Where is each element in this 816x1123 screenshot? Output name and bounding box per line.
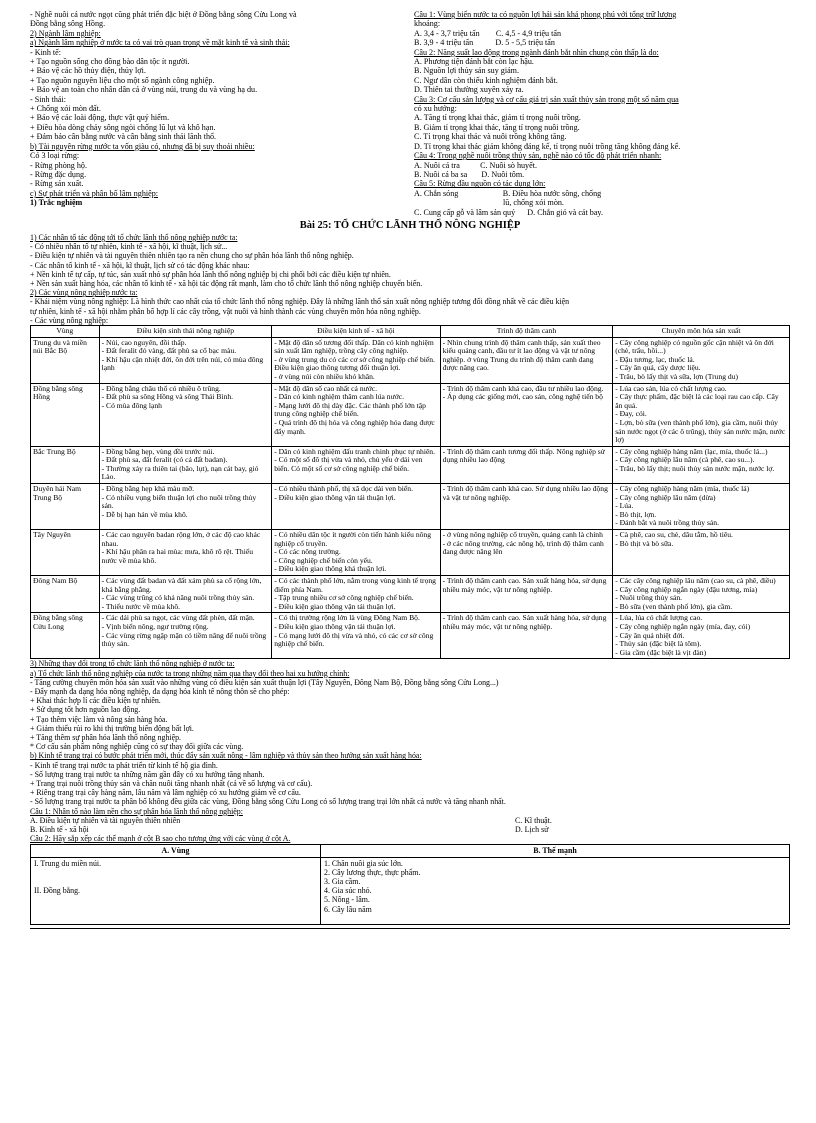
text-line: lũ, chống xói mòn. [414, 198, 564, 208]
text-line: tự nhiên, kinh tế - xã hội nhằm phân bố hợp lí các cây trồng, vật nuôi và hình thành các vùng chuyên môn hóa nông nghiệp. [30, 306, 421, 316]
text-line: - Có nhiều nhân tố tự nhiên, kinh tế - xã hội, kĩ thuật, lịch sử... [30, 242, 228, 252]
text-line: c) Sự phát triển và phân bố lâm nghiệp: [30, 188, 159, 198]
changes-section [30, 659, 790, 806]
text-line: + Bảo vệ an toàn cho nhân dân cả ở vùng núi, trung du và vùng hạ du. [30, 85, 258, 95]
text-line: B. Nguồn lợi thủy sản suy giảm. [414, 66, 520, 76]
text-line: - Sinh thái: [30, 94, 66, 104]
text-line: a) Ngành lâm nghiệp ở nước ta có vai trò quan trọng về mặt kinh tế và sinh thái: [30, 38, 290, 48]
text-line: - Rừng sản xuất. [30, 179, 84, 189]
answer-option: D. Lịch sử [515, 825, 549, 834]
text-line: Câu 4: Trong nghề nuôi trồng thủy sản, nghề nào có tốc độ phát triển nhanh: [414, 151, 662, 161]
text-line: A. Nuôi cá tra C. Nuôi sò huyết. [414, 160, 537, 170]
text-line: - Nghề nuôi cá nước ngọt cũng phát triển đặc biệt ở Đồng bằng sông Cửu Long và [30, 10, 297, 19]
region-detail-cell: - Có nhiều thành phố, thị xã dọc dải ven biển. - Điều kiện giao thông vận tải thuận lợi. [272, 484, 440, 530]
region-detail-cell: - Các vùng đất badan và đất xám phù sa cổ rộng lớn, khá bằng phẳng. - Các vùng trũng có khả năng nuôi trồng thủy sản. - Thiếu nước về mùa khô. [99, 576, 272, 613]
top-columns [30, 10, 790, 217]
region-table [30, 325, 790, 659]
region-detail-cell: - Các dải phù sa ngọt, các vùng đất phèn, đất mặn. - Vịnh biển nông, ngư trường rộng. - Các vùng rừng ngập mặn có tiềm năng để nuôi trồng thủy sản. [99, 613, 272, 659]
strength-item: 2. Cây lương thực, thực phẩm. [324, 867, 421, 877]
region-name-cell: Đồng bằng sông Hồng [31, 383, 100, 446]
region-item: II. Đồng bằng. [34, 885, 81, 895]
region-row [31, 337, 790, 383]
text-line: C. Ngư dân còn thiếu kinh nghiệm đánh bắt. [414, 75, 558, 85]
text-line: - Đẩy mạnh đa dạng hóa nông nghiệp, đa dạng hóa kinh tế nông thôn sẽ cho phép: [30, 686, 290, 696]
question-2-label: Câu 2: Hãy sắp xếp các thế mạnh ở cột B sao cho tương ứng với các vùng ở cột A. [30, 834, 291, 844]
text-line: - Các vùng nông nghiệp: [30, 315, 109, 325]
text-line: + Riêng trang trại cây hàng năm, lâu năm và lâm nghiệp có xu hướng giảm về cơ cấu. [30, 788, 301, 798]
text-line: Câu 5: Rừng đầu nguồn có tác dụng lớn: [414, 179, 546, 189]
text-line: B. Nuôi cá ba sa D. Nuôi tôm. [414, 169, 525, 179]
text-line: - Số lượng trang trại nước ta phân bố không đều giữa các vùng, Đồng bằng sông Cửu Long có số lượng trang trại lớn nhất cả nước và tăng nhanh nhất. [30, 797, 506, 807]
region-detail-cell: - Núi, cao nguyên, đồi thấp. - Đất feralit đỏ vàng, đất phù sa cổ bạc màu. - Khí hậu cận nhiệt đới, ôn đới trên núi, có mùa đông lạnh [99, 337, 272, 383]
region-detail-cell: - Có nhiều dân tộc ít người còn tiến hành kiểu nông nghiệp cổ truyền. - Có các nông trường. - Công nghiệp chế biến còn yếu. - Điều kiện giao thông khá thuận lợi. [272, 530, 440, 576]
region-detail-cell: - Đồng bằng châu thổ có nhiều ô trũng. - Đất phù sa sông Hồng và sông Thái Bình. - Có mùa đông lạnh [99, 383, 272, 446]
region-detail-cell: - Trình độ thâm canh khá cao. Sử dụng nhiều lao động và vật tư nông nghiệp. [440, 484, 613, 530]
region-detail-cell: - Các cây công nghiệp lâu năm (cao su, cà phê, điều) - Cây công nghiệp ngắn ngày (đậu tương, mía) - Nuôi trồng thủy sản. - Bò sữa (ven thành phố lớn), gia cầm. [613, 576, 790, 613]
text-line: b) Tài nguyên rừng nước ta vốn giàu có, nhưng đã bị suy thoái nhiều: [30, 141, 255, 151]
header-cell: Điều kiện sinh thái nông nghiệp [99, 325, 272, 337]
text-line: D. Thiên tai thường xuyên xảy ra. [414, 85, 524, 95]
strength-item: 4. Gia súc nhỏ. [324, 886, 372, 896]
region-detail-cell: - Dân có kinh nghiệm đấu tranh chinh phục tự nhiên. - Có một số đô thị vừa và nhỏ, chủ yếu ở dải ven biển. Có một số cơ sở công nghiệp chế biến. [272, 446, 440, 483]
question-1-options-row [30, 816, 790, 825]
text-line: - Điều kiện tự nhiên và tài nguyên thiên nhiên tạo ra nền chung cho sự phân hóa lãnh thổ nông nghiệp. [30, 251, 354, 261]
text-line: 1) Trắc nghiệm [30, 198, 83, 208]
region-detail-cell: - Trình độ thâm canh cao. Sản xuất hàng hóa, sử dụng nhiều máy móc, vật tư nông nghiệp. [440, 576, 613, 613]
region-detail-cell: - Trình độ thâm canh tương đối thấp. Nông nghiệp sử dụng nhiều lao động [440, 446, 613, 483]
strength-item: 1. Chăn nuôi gia súc lớn. [324, 858, 403, 868]
text-line: - Kinh tế trang trại nước ta phát triển từ kinh tế hộ gia đình. [30, 760, 218, 770]
text-line: * Cơ cấu sản phẩm nông nghiệp cũng có sự thay đổi giữa các vùng. [30, 742, 244, 752]
text-line: - Rừng phòng hộ. [30, 160, 87, 170]
text-line: + Tăng thêm sự phân hóa lãnh thổ nông nghiệp. [30, 732, 182, 742]
text-line: + Chống xói mòn đất. [30, 104, 101, 114]
text-line: - Khái niệm vùng nông nghiệp: Là hình thức cao nhất của tổ chức lãnh thổ nông nghiệp. Đây là những lãnh thổ sản xuất nông nghiệp tương đối đồng nhất về các điều kiện [30, 297, 570, 307]
bottom-rule [30, 928, 790, 929]
text-line: + Nền sản xuất hàng hóa, các nhân tố kinh tế - xã hội tác động rất mạnh, làm cho tổ chức lãnh thổ nông nghiệp chuyển biến. [30, 278, 423, 288]
strength-item: 5. Nông - lâm. [324, 895, 370, 905]
text-line: + Nền kinh tế tự cấp, tự túc, sản xuất nhỏ sự phân hóa lãnh thổ nông nghiệp bị chi phối bởi các điều kiện tự nhiên. [30, 269, 391, 279]
region-detail-cell: - Lúa, lúa có chất lượng cao. - Cây công nghiệp ngắn ngày (mía, đay, cói) - Cây ăn quả nhiệt đới. - Thủy sản (đặc biệt là tôm). - Gia cầm (đặc biệt là vịt đàn) [613, 613, 790, 659]
text-line: 2) Các vùng nông nghiệp nước ta: [30, 288, 138, 298]
text-line: a) Tổ chức lãnh thổ nông nghiệp của nước ta trong những năm qua thay đổi theo hai xu hướng chính: [30, 668, 350, 678]
region-row [31, 383, 790, 446]
text-line: Câu 2: Năng suất lao động trong ngành đánh bắt nhìn chung còn thấp là do: [414, 47, 659, 57]
text-line: - Các nhân tố kinh tế - xã hội, kĩ thuật, lịch sử có tác động khác nhau: [30, 260, 250, 270]
region-row [31, 484, 790, 530]
region-row [31, 446, 790, 483]
matching-column-a [31, 857, 321, 924]
region-detail-cell: - Cây công nghiệp hàng năm (lạc, mía, thuốc lá...) - Cây công nghiệp lâu năm (cà phê, cao su...). - Trâu, bò lấy thịt; nuôi thủy sản nước mặn, nước lợ. [613, 446, 790, 483]
text-line: có xu hướng: [414, 104, 457, 114]
region-detail-cell: - Trình độ thâm canh cao. Sản xuất hàng hóa, sử dụng nhiều máy móc, vật tư nông nghiệp. [440, 613, 613, 659]
matching-header-b: B. Thế mạnh [321, 845, 790, 857]
text-line: + Bảo vệ các loài động, thực vật quý hiếm. [30, 113, 170, 123]
region-detail-cell: - ở vùng nông nghiệp cổ truyền, quảng canh là chính - ở các nông trường, các nông hộ, trình độ thâm canh đang được nâng lên [440, 530, 613, 576]
header-cell: Chuyên môn hóa sản xuất [613, 325, 790, 337]
text-line: D. Tỉ trọng khai thác giảm không đáng kể, tỉ trọng nuôi trồng tăng không đáng kể. [414, 141, 681, 151]
text-line: - Rừng đặc dụng. [30, 169, 87, 179]
region-name-cell: Đồng bằng sông Cửu Long [31, 613, 100, 659]
text-line: + Tạo thêm việc làm và nông sản hàng hóa. [30, 714, 168, 724]
question-1-options-row [30, 825, 790, 834]
text-line: + Đảm bảo cân bằng nước và cân bằng sinh thái lãnh thổ. [30, 132, 217, 142]
region-name-cell: Duyên hải Nam Trung Bộ [31, 484, 100, 530]
question-1-label: Câu 1: Nhân tố nào làm nền cho sự phân hóa lãnh thổ nông nghiệp: [30, 806, 243, 816]
region-detail-cell: - Nhìn chung trình độ thâm canh thấp, sản xuất theo kiểu quảng canh, đầu tư ít lao động và vật tư nông nghiệp. ở vùng Trung du trình độ thâm canh đang được nâng cao. [440, 337, 613, 383]
region-name-cell: Bắc Trung Bộ [31, 446, 100, 483]
region-detail-cell: - Các cao nguyên badan rộng lớn, ở các độ cao khác nhau. - Khí hậu phân ra hai mùa: mưa, khô rõ rệt. Thiếu nước về mùa khô. [99, 530, 272, 576]
region-row [31, 530, 790, 576]
region-item: I. Trung du miền núi. [34, 858, 102, 868]
text-line: + Sử dụng tốt hơn nguồn lao động. [30, 705, 141, 715]
text-line: + Tạo nguồn sống cho đồng bào dân tộc ít người. [30, 57, 190, 67]
text-line: A. Phương tiện đánh bắt còn lạc hậu. [414, 57, 534, 67]
region-name-cell: Trung du và miền núi Bắc Bộ [31, 337, 100, 383]
text-line: + Trang trại nuôi trồng thủy sản và chăn nuôi tăng nhanh nhất (cả về số lượng và cơ cấu). [30, 778, 313, 788]
text-line: Câu 1: Vùng biển nước ta có nguồn lợi hải sản khá phong phú với tổng trữ lượng [414, 10, 677, 19]
region-name-cell: Đông Nam Bộ [31, 576, 100, 613]
document-page [30, 10, 790, 929]
text-line: khoảng: [414, 19, 441, 29]
matching-header-a: A. Vùng [31, 845, 321, 857]
text-line: + Tạo nguồn nguyên liệu cho một số ngành công nghiệp. [30, 75, 215, 85]
text-line: - Số lượng trang trại nước ta những năm gần đây có xu hướng tăng nhanh. [30, 769, 265, 779]
text-line: 3) Những thay đổi trong tổ chức lãnh thổ nông nghiệp ở nước ta: [30, 659, 235, 669]
right-column [414, 10, 790, 217]
left-column [30, 10, 406, 217]
region-detail-cell: - Trình độ thâm canh khá cao, đầu tư nhiều lao động. - Áp dụng các giống mới, cao sản, công nghệ tiến bộ [440, 383, 613, 446]
text-line: + Điều hòa dòng chảy sông ngòi chống lũ lụt và khô hạn. [30, 122, 216, 132]
text-line: A. 3,4 - 3,7 triệu tấn C. 4,5 - 4,9 triệu tấn [414, 28, 562, 38]
answer-option: B. Kinh tế - xã hội [30, 825, 89, 834]
intro-section [30, 233, 790, 325]
text-line: + Giảm thiểu rủi ro khi thị trường biến động bất lợi. [30, 723, 194, 733]
region-detail-cell: - Cây công nghiệp có nguồn gốc cận nhiệt và ôn đới (chè, trẩu, hồi...) - Đậu tương, lạc, thuốc lá. - Cây ăn quả, cây dược liệu. - Trâu, bò lấy thịt và sữa, lợn (Trung du) [613, 337, 790, 383]
region-detail-cell: - Có thị trường rộng lớn là vùng Đông Nam Bộ. - Điều kiện giao thông vận tải thuận lợi. - Có mạng lưới đô thị vừa và nhỏ, có các cơ sở công nghiệp chế biến. [272, 613, 440, 659]
answer-option: A. Điều kiện tự nhiên và tài nguyên thiên nhiên [30, 815, 181, 825]
text-line: + Bảo vệ các hồ thủy điện, thủy lợi. [30, 66, 146, 76]
region-detail-cell: - Cây công nghiệp hàng năm (mía, thuốc lá) - Cây công nghiệp lâu năm (dừa) - Lúa. - Bò thịt, lợn. - Đánh bắt và nuôi trồng thủy sản. [613, 484, 790, 530]
region-detail-cell: - Mật độ dân số tương đối thấp. Dân có kinh nghiệm sản xuất lâm nghiệp, trồng cây công nghiệp. - ở vùng trung du có các cơ sở công nghiệp chế biến. Điều kiện giao thông tương đối thuận lợi. - ở vùng núi còn nhiều khó khăn. [272, 337, 440, 383]
text-line: - Kinh tế: [30, 47, 62, 57]
region-name-cell: Tây Nguyên [31, 530, 100, 576]
strength-item: 3. Gia cầm. [324, 877, 361, 887]
region-detail-cell: - Mật độ dân số cao nhất cả nước. - Dân có kinh nghiệm thâm canh lúa nước. - Mạng lưới đô thị dày đặc. Các thành phố lớn tập trung công nghiệp chế biến. - Quá trình đô thị hóa và công nghiệp hóa đang được đẩy mạnh. [272, 383, 440, 446]
text-line: C. Cung cấp gỗ và lâm sản quý D. Chắn gió và cát bay. [414, 207, 603, 217]
header-cell: Vùng [31, 325, 100, 337]
region-detail-cell: - Đồng bằng hẹp khá màu mỡ. - Có nhiều vụng biển thuận lợi cho nuôi trồng thủy sản. - Dễ bị hạn hán về mùa khô. [99, 484, 272, 530]
text-line: Có 3 loại rừng: [30, 151, 80, 161]
header-cell: Điều kiện kinh tế - xã hội [272, 325, 440, 337]
matching-column-b [321, 857, 790, 924]
region-table-header [31, 325, 790, 337]
text-line: A. Tăng tỉ trọng khai thác, giảm tỉ trọng nuôi trồng. [414, 113, 581, 123]
text-line: B. 3,9 - 4 triệu tấn D. 5 - 5,5 triệu tấn [414, 38, 555, 48]
region-detail-cell: - Có các thành phố lớn, nằm trong vùng kinh tế trọng điểm phía Nam. - Tập trung nhiều cơ sở công nghiệp chế biến. - Điều kiện giao thông vận tải thuận lợi. [272, 576, 440, 613]
text-line: + Khai thác hợp lí các điều kiện tự nhiên. [30, 696, 161, 706]
text-line: - Tăng cường chuyên môn hóa sản xuất vào những vùng có điều kiện sản xuất thuận lợi (Tây Nguyên, Đông Nam Bộ, Đồng bằng sông Cửu Long...) [30, 677, 499, 687]
text-line: 2) Ngành lâm nghiệp: [30, 28, 101, 38]
question-1 [30, 807, 790, 835]
region-detail-cell: - Lúa cao sản, lúa có chất lượng cao. - Cây thực phẩm, đặc biệt là các loại rau cao cấp. Cây ăn quả. - Đay, cói. - Lợn, bò sữa (ven thành phố lớn), gia cầm, nuôi thủy sản nước ngọt (ở các ô trũng), thủy sản nước mặn, nước lợ) [613, 383, 790, 446]
text-line: Đồng bằng sông Hồng. [30, 19, 106, 29]
region-detail-cell: - Cà phê, cao su, chè, dâu tằm, hồ tiêu. - Bò thịt và bò sữa. [613, 530, 790, 576]
lesson-title: Bài 25: TỔ CHỨC LÃNH THỔ NÔNG NGHIỆP [299, 219, 521, 231]
text-line: Câu 3: Cơ cấu sản lượng và cơ cấu giá trị sản xuất thủy sản trong một số năm qua [414, 94, 679, 104]
text-line: C. Tỉ trọng khai thác và nuôi trồng không tăng. [414, 132, 567, 142]
region-row [31, 613, 790, 659]
matching-table [30, 844, 790, 924]
region-row [31, 576, 790, 613]
header-cell: Trình độ thâm canh [440, 325, 613, 337]
text-line: A. Chắn sóng B. Điều hòa nước sông, chống [414, 188, 602, 198]
strength-item: 6. Cây lâu năm [324, 904, 372, 914]
text-line: 1) Các nhân tố tác động tới tổ chức lãnh thổ nông nghiệp nước ta: [30, 232, 238, 242]
region-detail-cell: - Đồng bằng hẹp, vùng đồi trước núi. - Đất phù sa, đất feralit (có cả đất badan). - Thường xảy ra thiên tai (bão, lụt), nạn cát bay, gió Lào. [99, 446, 272, 483]
answer-option: C. Kĩ thuật. [515, 815, 552, 825]
text-line: b) Kinh tế trang trại có bước phát triển mới, thúc đẩy sản xuất nông - lâm nghiệp và thủy sản theo hướng sản xuất hàng hóa: [30, 751, 422, 761]
text-line: B. Giảm tỉ trọng khai thác, tăng tỉ trọng nuôi trồng. [414, 122, 580, 132]
